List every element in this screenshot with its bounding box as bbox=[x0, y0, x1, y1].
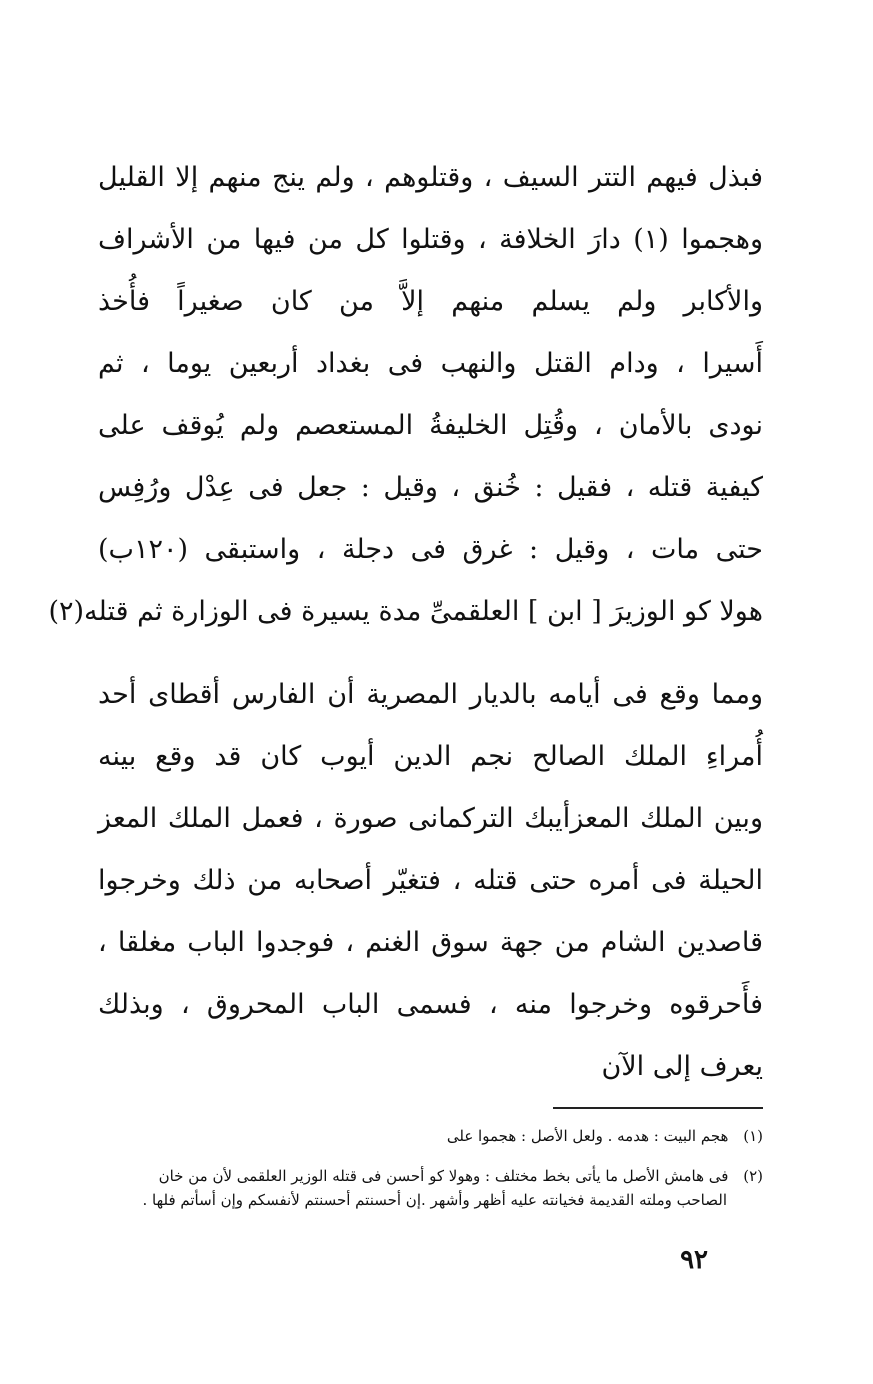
footnote-divider bbox=[553, 1107, 763, 1109]
text-line: أُمراءِ الملك الصالح نجم الدين أيوب كان قد وقع بينه bbox=[98, 741, 763, 772]
footnote-number: (٢) bbox=[743, 1167, 763, 1185]
text-line: وهجموا (١) دارَ الخلافة ، وقتلوا كل من فيها من الأشراف bbox=[98, 224, 763, 255]
text-line: حتى مات ، وقيل : غرق فى دجلة ، واستبقى (١٢٠ب) bbox=[98, 534, 763, 565]
page-number: ٩٢ bbox=[680, 1245, 708, 1275]
text-line: قاصدين الشام من جهة سوق الغنم ، فوجدوا الباب مغلقا ، bbox=[98, 927, 763, 958]
text-line: يعرف إلى الآن bbox=[601, 1051, 763, 1082]
footnote-text: فى هامش الأصل ما يأتى بخط مختلف : وهولا كو أحسن فى قتله الوزير العلقمى لأن من خان bbox=[158, 1167, 729, 1185]
text-line: وبين الملك المعزأيبك التركمانى صورة ، فعمل الملك المعز bbox=[98, 803, 763, 834]
text-line: هولا كو الوزيرَ [ ابن ] العلقمىِّ مدة يسيرة فى الوزارة ثم قتله(٢) bbox=[48, 596, 763, 627]
text-line: فبذل فيهم التتر السيف ، وقتلوهم ، ولم ينج منهم إلا القليل bbox=[98, 162, 763, 193]
footnote-text-continued: الصاحب وملته القديمة فخيانته عليه أظهر وأشهر .إن أحسنتم أحسنتم لأنفسكم وإن أسأتم فلها . bbox=[142, 1191, 727, 1209]
text-line: كيفية قتله ، فقيل : خُنق ، وقيل : جعل فى عِدْل ورُفِس bbox=[98, 472, 763, 503]
text-line: فأَحرقوه وخرجوا منه ، فسمى الباب المحروق ، وبذلك bbox=[98, 989, 763, 1020]
paragraph-2 bbox=[98, 664, 763, 1098]
text-line: الحيلة فى أمره حتى قتله ، فتغيّر أصحابه من ذلك وخرجوا bbox=[98, 865, 763, 896]
text-line: ومما وقع فى أيامه بالديار المصرية أن الفارس أقطاى أحد bbox=[98, 679, 763, 710]
footnote-number: (١) bbox=[743, 1127, 763, 1145]
text-line: والأكابر ولم يسلم منهم إلاَّ من كان صغيراً فأُخذ bbox=[98, 286, 763, 317]
footnote-text: هجم البيت : هدمه . ولعل الأصل : هجموا على bbox=[446, 1127, 729, 1145]
text-line: نودى بالأمان ، وقُتِل الخليفةُ المستعصم ولم يُوقف على bbox=[98, 410, 763, 441]
paragraph-1 bbox=[48, 147, 763, 643]
footnote-1 bbox=[98, 1124, 763, 1148]
text-line: أَسيرا ، ودام القتل والنهب فى بغداد أربعين يوما ، ثم bbox=[98, 348, 763, 379]
footnote-2 bbox=[98, 1164, 763, 1212]
